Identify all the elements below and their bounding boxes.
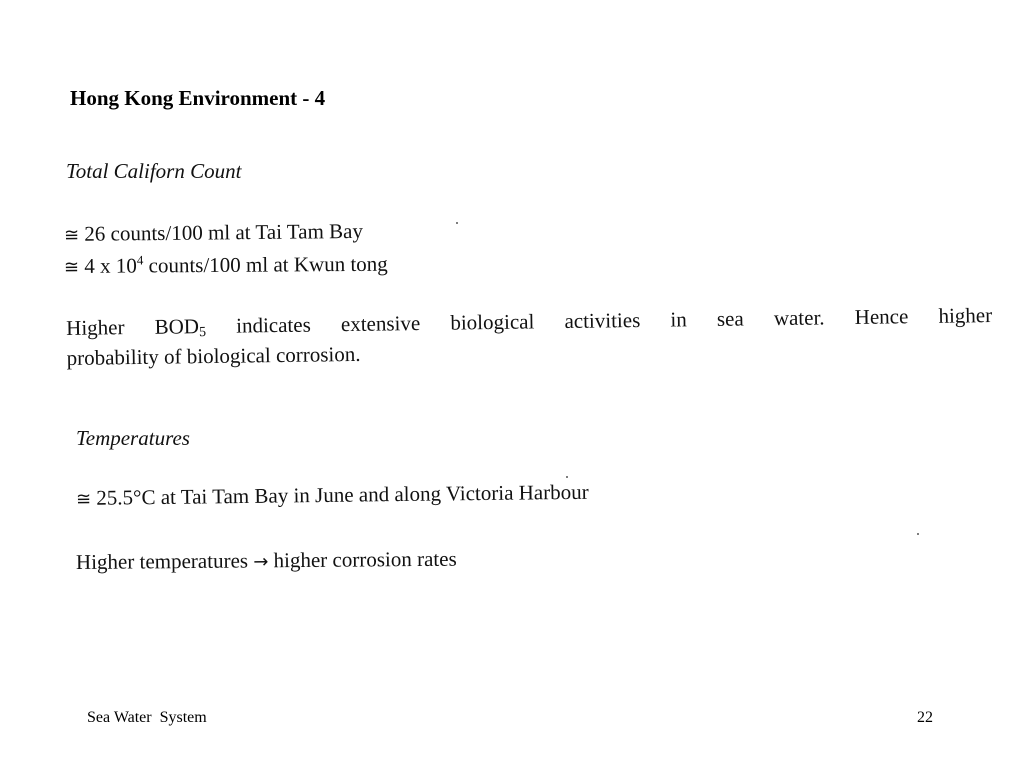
- page-number: 22: [917, 709, 933, 726]
- bod-paragraph: [66, 300, 993, 373]
- temperature-effect-suffix: higher corrosion rates: [273, 546, 457, 573]
- bod-suffix: indicates extensive biological activities in sea water. Hence higher: [205, 303, 993, 339]
- temperature-heading: Temperatures: [76, 426, 190, 450]
- scan-speck: [566, 476, 568, 478]
- bod-subscript: 5: [198, 325, 207, 341]
- coliform-exponent: 4: [136, 252, 144, 268]
- coliform-tai-tam-text: 26 counts/100 ml at Tai Tam Bay: [84, 218, 364, 246]
- scan-speck: [456, 222, 458, 224]
- coliform-kwun-tong-prefix: 4 x 10: [84, 253, 137, 278]
- temperature-line-effect: [76, 547, 457, 575]
- coliform-heading: Total Californ Count: [66, 159, 242, 183]
- bod-line-2: probability of biological corrosion.: [66, 341, 361, 370]
- slide-title: Hong Kong Environment - 4: [70, 86, 326, 110]
- bod-prefix: Higher BOD: [66, 314, 200, 340]
- temperature-line-value: [76, 480, 589, 511]
- coliform-line-tai-tam: [64, 219, 363, 247]
- scan-speck: [917, 533, 919, 535]
- coliform-line-kwun-tong: [64, 252, 388, 279]
- coliform-kwun-tong-suffix: counts/100 ml at Kwun tong: [143, 251, 388, 278]
- footer-label: Sea Water System: [87, 709, 207, 726]
- temperature-effect-prefix: Higher temperatures: [75, 548, 249, 574]
- temperature-value-text: 25.5°C at Tai Tam Bay in June and along Victoria Harbour: [96, 479, 589, 510]
- approx-symbol: ≅: [75, 488, 92, 510]
- arrow-icon: →: [253, 551, 269, 573]
- approx-symbol: ≅: [63, 256, 80, 278]
- approx-symbol: ≅: [63, 224, 80, 246]
